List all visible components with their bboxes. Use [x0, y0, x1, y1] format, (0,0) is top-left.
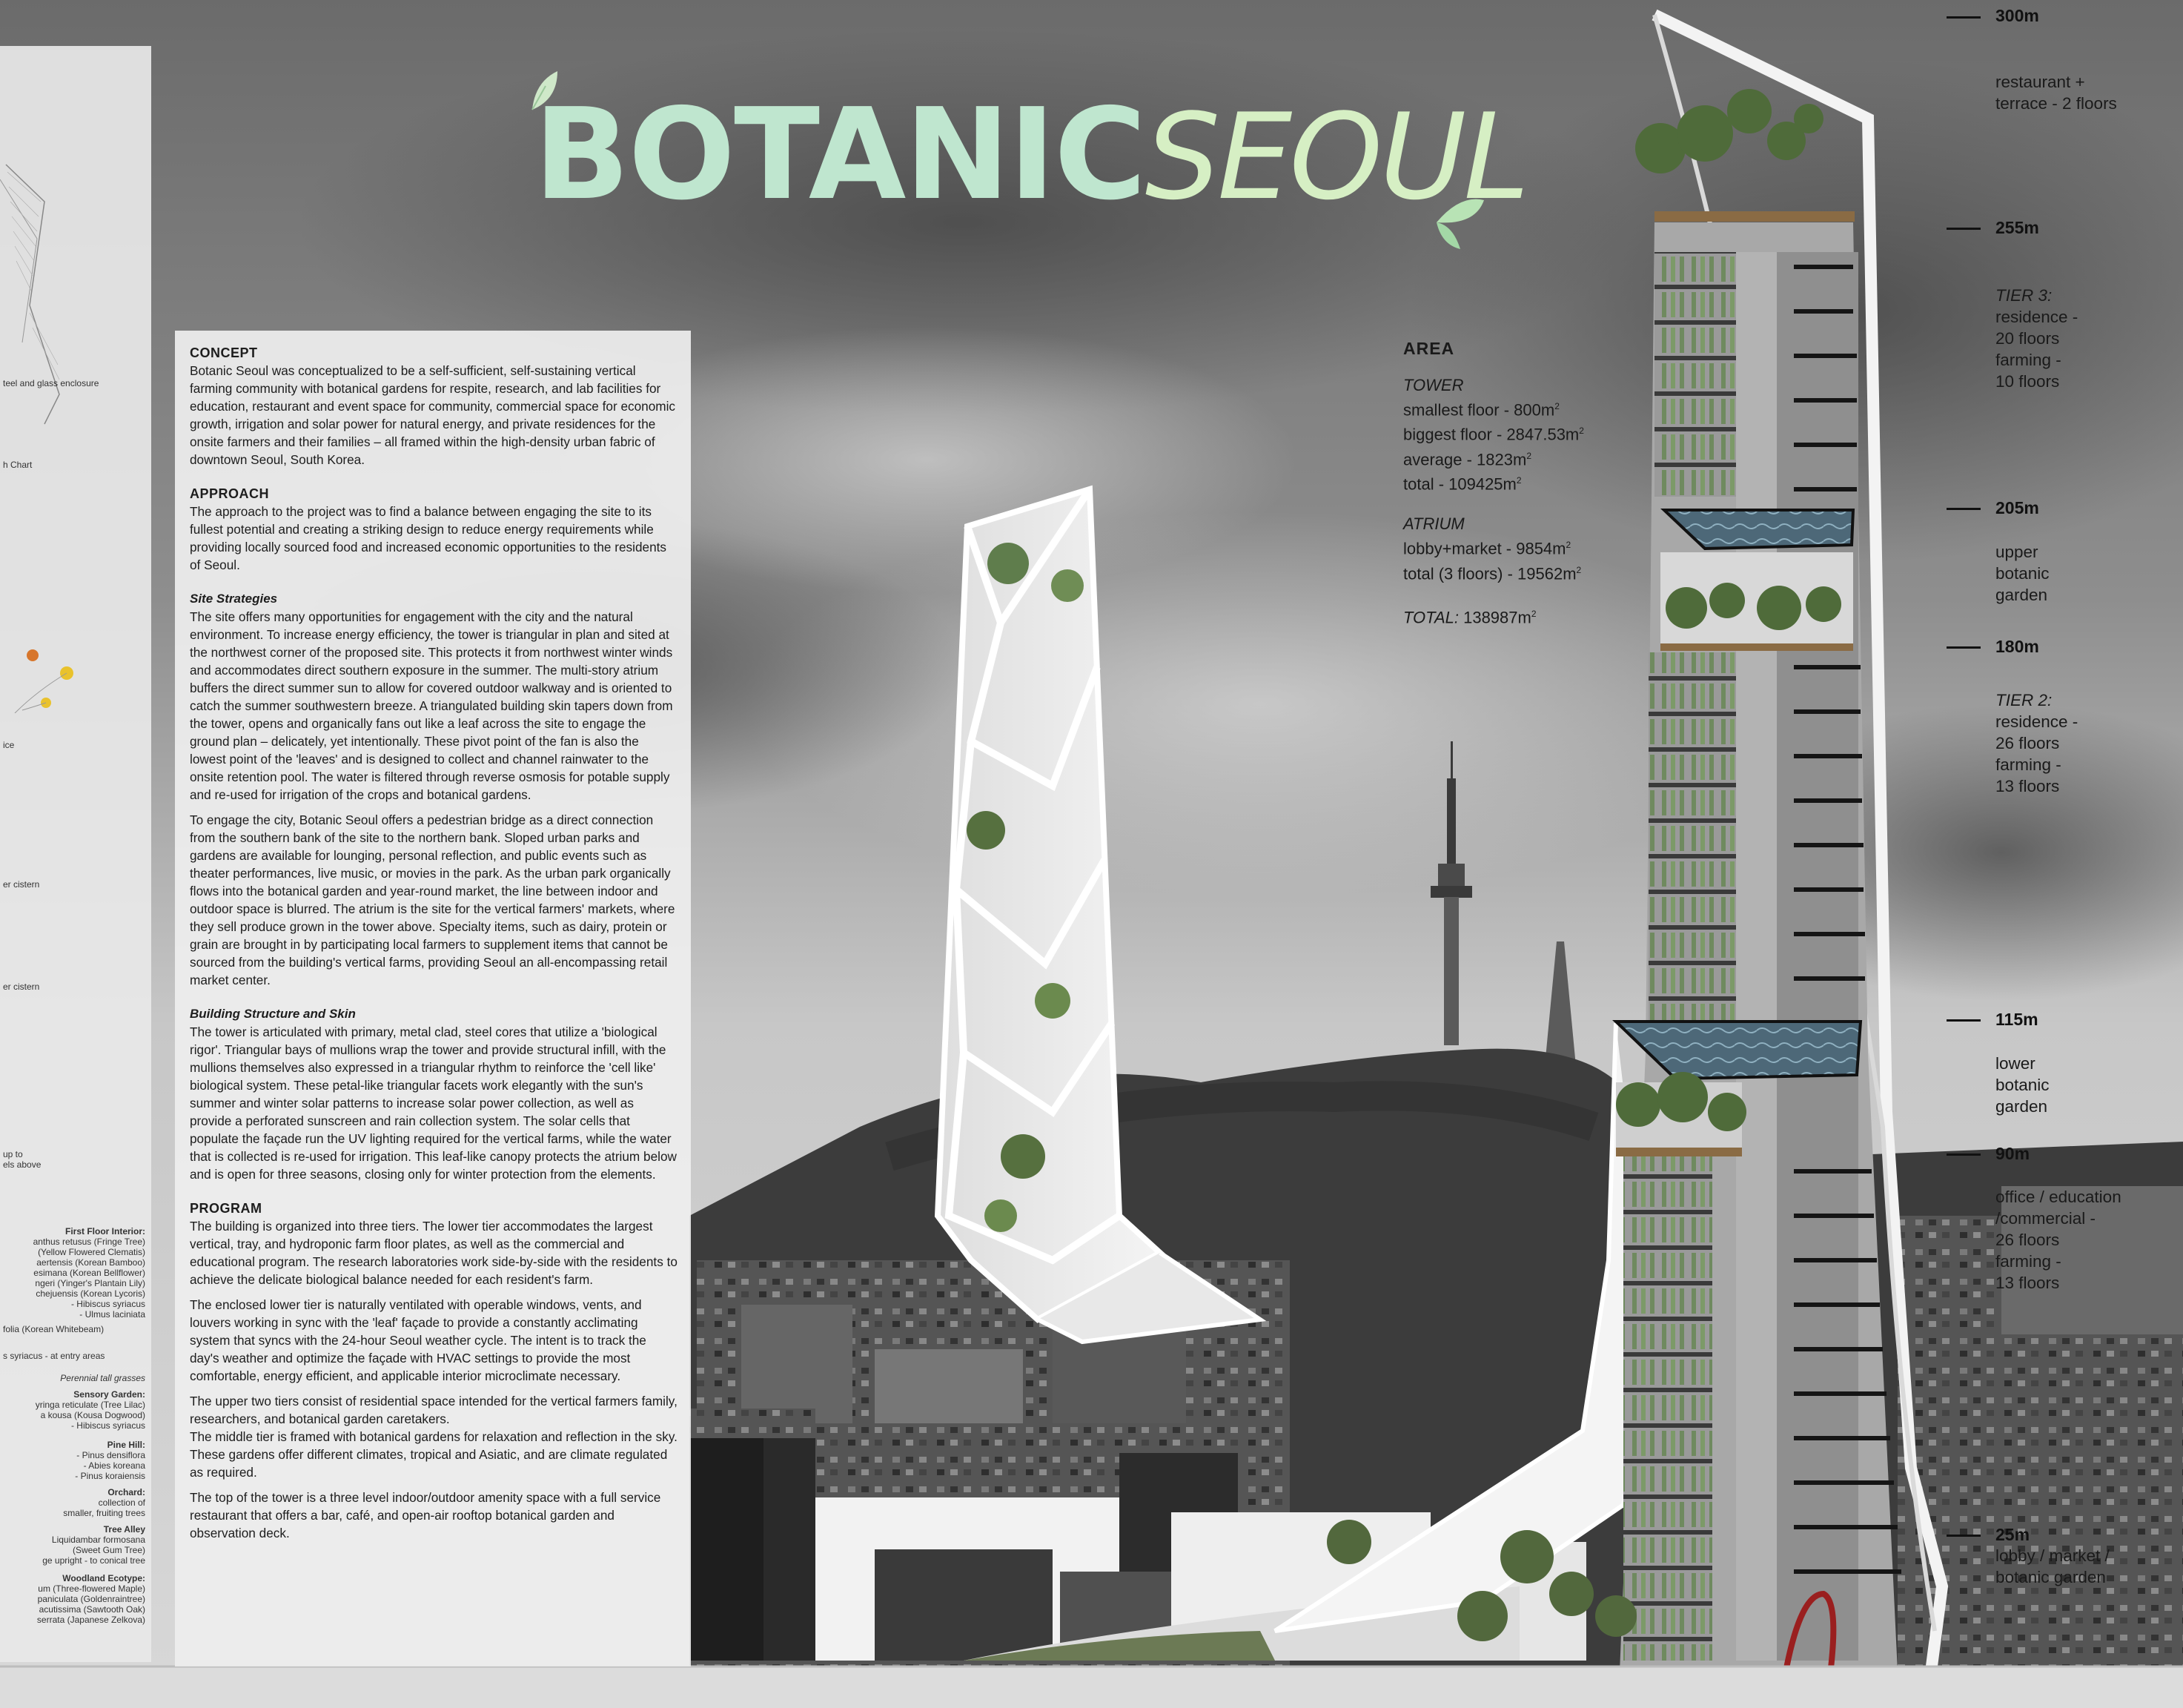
- legend-note: ice: [3, 740, 15, 750]
- poster-title: [534, 82, 1527, 228]
- approach-paragraph: The approach to the project was to find a balance between engaging the site to its fullest potential and creating a striking design to reduce energy requirements while providing locally sourced food and increased economic opportunities to the residents of Seoul.: [190, 504, 667, 572]
- level-desc-lower-garden: lower botanic garden: [1995, 1054, 2050, 1116]
- level-desc-restaurant: restaurant + terrace - 2 floors: [1995, 73, 2117, 113]
- program-paragraph: The top of the tower is a three level indoor/outdoor amenity space with a full service restaurant that offers a bar, café, and open-air rooftop botanical garden and observation deck.: [190, 1490, 661, 1540]
- flower-sketch: [0, 639, 151, 713]
- level-marker: [1947, 1019, 1981, 1022]
- level-marker: [1947, 508, 1981, 510]
- legend-whitebeam: folia (Korean Whitebeam): [3, 1324, 105, 1334]
- level-115m: 115m: [1995, 1010, 2038, 1029]
- legend-note: er cistern: [3, 982, 40, 992]
- level-desc-tier3: TIER 3: residence - 20 floors farming - 10 floors: [1995, 286, 2078, 391]
- area-average: average - $1823m^2$: [1403, 449, 1532, 469]
- level-90m: 90m: [1995, 1144, 2030, 1163]
- level-marker: [1947, 228, 1981, 230]
- title-seoul: SEOUL: [1144, 87, 1527, 226]
- level-180m: 180m: [1995, 637, 2039, 656]
- program-paragraph: The upper two tiers consist of residential space intended for the vertical farmers family, researchers, and botanical garden caretakers.: [190, 1394, 678, 1426]
- level-marker: [1947, 1153, 1981, 1156]
- concept-text-panel: [175, 331, 691, 1666]
- tower-label: TOWER: [1403, 376, 1464, 394]
- level-marker: [1947, 16, 1981, 19]
- legend-orchard: Orchard: collection of smaller, fruiting trees: [63, 1487, 145, 1518]
- enclosure-sketch: [0, 120, 151, 469]
- area-lobby: lobby+market - $9854m^2$: [1403, 539, 1571, 558]
- level-300m: 300m: [1995, 6, 2039, 25]
- level-marker: [1947, 646, 1981, 649]
- level-desc-upper-garden: upper botanic garden: [1995, 543, 2050, 604]
- concept-heading: CONCEPT: [190, 345, 258, 360]
- legend-pine-hill: Pine Hill: - Pinus densiflora - Abies koreana - Pinus koraiensis: [75, 1440, 145, 1481]
- level-255m: 255m: [1995, 218, 2039, 237]
- legend-note: els above: [3, 1159, 42, 1170]
- level-205m: 205m: [1995, 498, 2039, 517]
- level-desc-lobby: lobby / market / botanic garden: [1995, 1546, 2110, 1586]
- legend-note: er cistern: [3, 879, 40, 890]
- legend-chart-note: h Chart: [3, 460, 33, 470]
- program-heading: PROGRAM: [190, 1201, 262, 1216]
- legend-tree-alley: Tree Alley Liquidambar formosana (Sweet Gum Tree) ge upright - to conical tree: [42, 1524, 145, 1566]
- area-grand-total: TOTAL: $138987m^2$: [1403, 608, 1537, 627]
- level-25m: 25m: [1995, 1525, 2030, 1544]
- legend-sensory: Sensory Garden: yringa reticulate (Tree Lilac) a kousa (Kousa Dogwood) - Hibiscus syriacus: [35, 1389, 145, 1431]
- legend-perennial: Perennial tall grasses: [60, 1373, 145, 1383]
- site-paragraph: To engage the city, Botanic Seoul offers a pedestrian bridge as a direct connection from the southern bank of the site to the northern bank. Sloped urban parks and gardens are available for lounging, personal reflection, and public events such as theater performances, live music, or movies in the park. As the urban park organically flows into the botanical garden and year-round market, the line between indoor and outdoor space is blurred. The atrium is the site for the vertical farmers' markets, where they sell produce grown in the tower above. Specialty items, such as dairy, protein or grain are brought in by participating local farmers to supplement items that cannot be sourced from the building's vertical farms, providing Seoul an all-encompassing retail market center.: [190, 812, 675, 987]
- level-desc-office: office / education /commercial - 26 floors farming - 13 floors: [1995, 1188, 2121, 1292]
- area-atrium-total: total (3 floors) - $19562m^2$: [1403, 563, 1582, 583]
- program-paragraph: The enclosed lower tier is naturally ventilated with operable windows, vents, and louvers working in sync with the 'leaf' façade to provide a constantly acclimating system that syncs with the 24-hour Seoul weather cycle. The intent is to track the day's weather and optimize the façade with HVAC settings to provide the most comfortable, energy efficient, and applicable interior microclimate necessary.: [190, 1297, 646, 1383]
- legend-woodland: Woodland Ecotype: um (Three-flowered Maple) paniculata (Goldenraintree) acutissima (Sawtooth Oak) serrata (Japanese Zelkova): [36, 1573, 145, 1625]
- area-biggest: biggest floor - $2847.53m^2$: [1403, 425, 1584, 444]
- level-marker: [1947, 1535, 1981, 1537]
- legend-entry: s syriacus - at entry areas: [3, 1351, 105, 1361]
- plant-legend-panel: [0, 46, 151, 1662]
- program-paragraph: The middle tier is framed with botanical gardens for relaxation and reflection in the sky. These gardens offer different climates, tropical and Asiatic, and are climate regulated as required.: [190, 1429, 678, 1480]
- site-strategies-heading: Site Strategies: [190, 592, 278, 606]
- structure-paragraph: The tower is articulated with primary, metal clad, steel cores that utilize a 'biological rigor'. Triangular bays of mullions wrap the tower and provide structural infill, with the mullions themselves also expressed in a triangular rhythm to reinforce the 'cell like' biological system. These petal-like triangular facets work elegantly with the sun's summer and winter solar patterns to increase solar power collection, as well as provide a perforated sunscreen and rain collection system. The solar cells that populate the façade run the UV lighting required for the vertical farms, while the water that is collected is re-used for irrigation. This leaf-like canopy protects the atrium below and is open for three seasons, closing only for winter protection from the elements.: [190, 1025, 677, 1182]
- level-desc-tier2: TIER 2: residence - 26 floors farming - 13 floors: [1995, 691, 2078, 795]
- area-summary: [1403, 338, 1584, 628]
- concept-paragraph: Botanic Seoul was conceptualized to be a self-sufficient, self-sustaining vertical farming community with botanical gardens for respite, research, and lab facilities for education, restaurant and event space for community, commercial space for economic growth, irrigation and solar power for natural energy, and private residences for the onsite farmers and their families – all framed within the high-density urban fabric of downtown Seoul, South Korea.: [190, 363, 676, 467]
- atrium-label: ATRIUM: [1403, 514, 1465, 534]
- area-heading: AREA: [1403, 339, 1455, 358]
- area-smallest: smallest floor - $800m^2$: [1403, 400, 1560, 420]
- approach-heading: APPROACH: [190, 486, 270, 501]
- legend-first-floor: First Floor Interior: anthus retusus (Fringe Tree) (Yellow Flowered Clematis) aertensis (Korean Bamboo) esimana (Korean Bellflower) ngeri (Yinger's Plantain Lily) chejuensis (Korean Lycoris) - Hibiscus syriacus - Ulmus laciniata: [33, 1226, 145, 1320]
- legend-note: up to: [3, 1149, 23, 1159]
- structure-heading: Building Structure and Skin: [190, 1007, 356, 1021]
- site-paragraph: The site offers many opportunities for engagement with the city and the natural environment. To increase energy efficiency, the tower is triangular in plan and sited at the northwest corner of the proposed site. This protects it from northwest winter winds and accommodates direct southern exposure in the summer. The multi-story atrium buffers the direct summer sun to allow for covered outdoor walkway and is oriented to catch the summer southwestern breeze. A triangulated building skin tapers down from the tower, opens and organically fans out like a leaf across the site to engage the ground plan – delicately, yet intentionally. These pivot point of the fan is also the lowest point of the 'leaves' and is designed to collect and channel rainwater to the onsite retention pool. The water is filtered through reverse osmosis for potable supply and re-used for irrigation of the crops and botanical gardens.: [190, 609, 673, 802]
- program-paragraph: The building is organized into three tiers. The lower tier accommodates the largest vertical, tray, and hydroponic farm floor plates, as well as the commercial and educational program. The research laboratories work side-by-side with the residents to achieve the delicate biological balance needed for each resident's farm.: [190, 1219, 678, 1287]
- area-tower-total: total - $109425m^2$: [1403, 474, 1522, 494]
- legend-enclosure-note: teel and glass enclosure: [3, 378, 99, 388]
- title-botanic: BOTANIC: [534, 82, 1145, 228]
